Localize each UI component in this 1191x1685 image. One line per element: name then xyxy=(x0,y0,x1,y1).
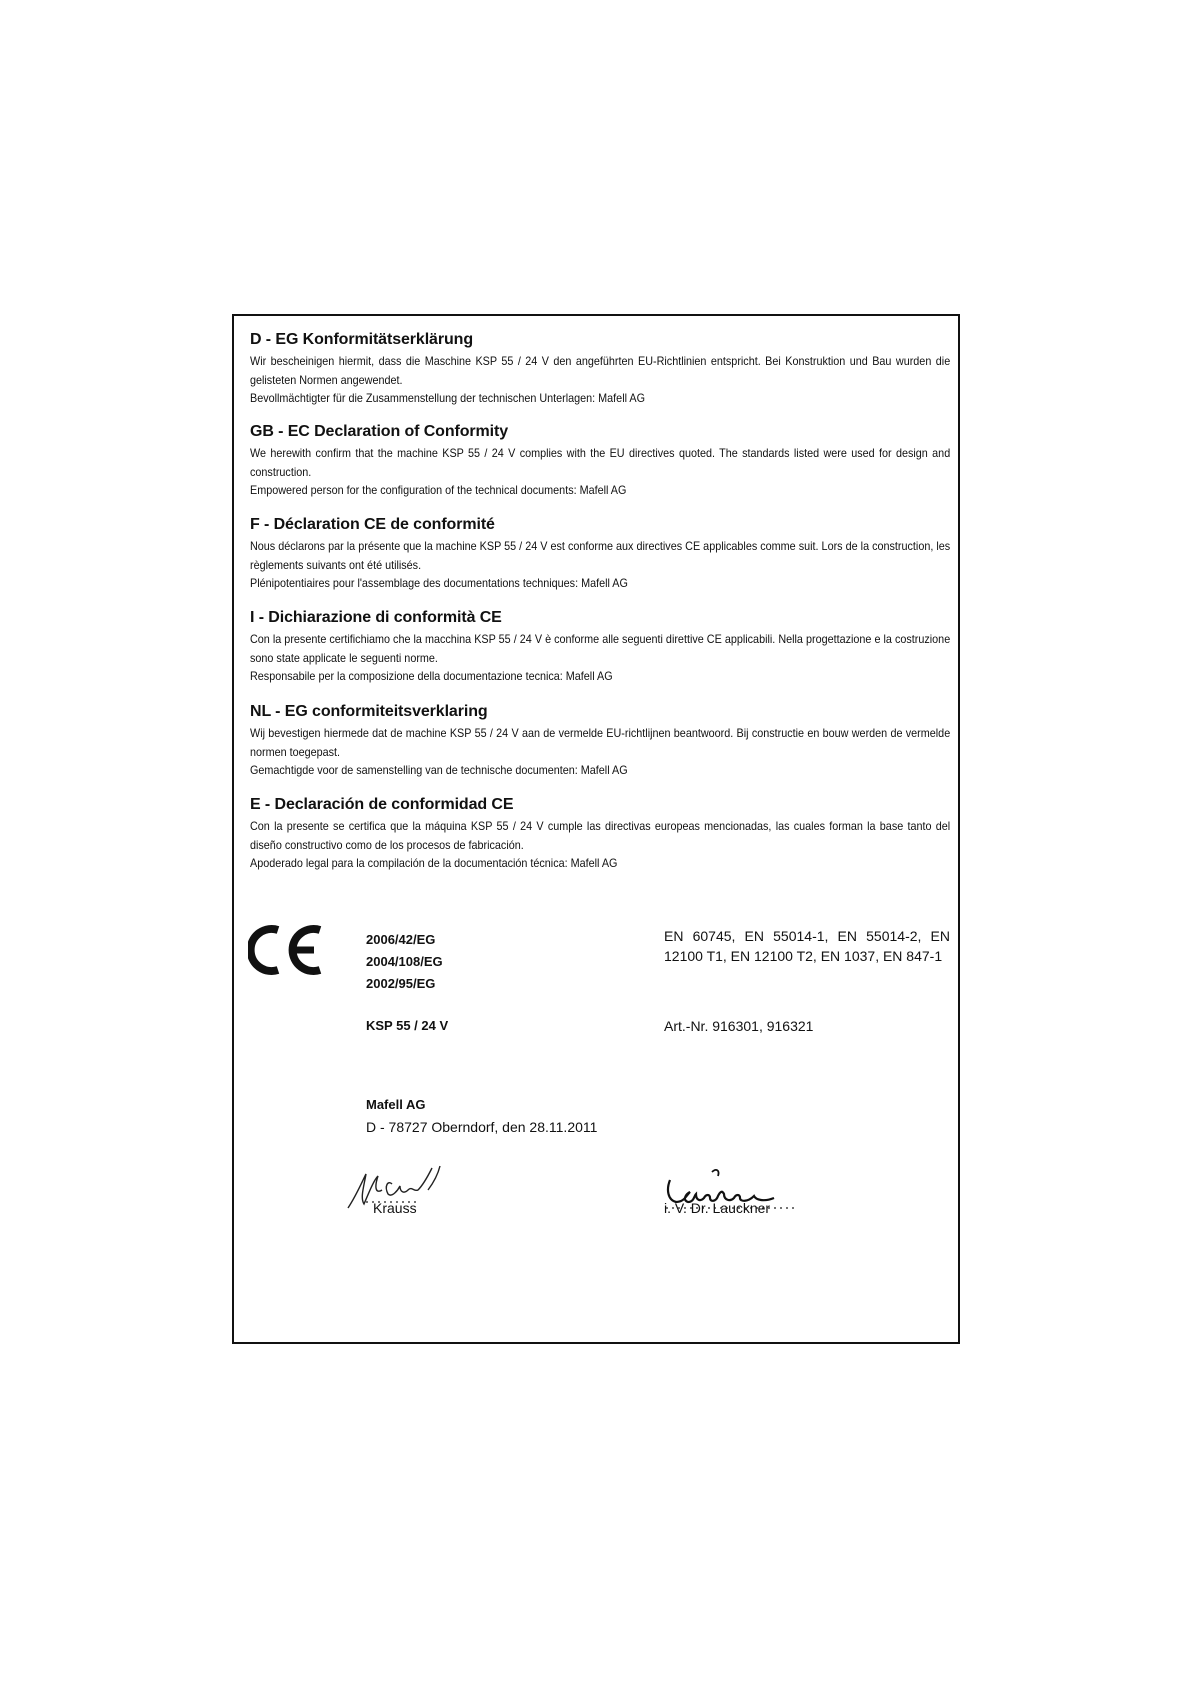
section-authorized: Gemachtigde voor de samenstelling van de technische documenten: Mafell AG xyxy=(250,763,628,777)
section-authorized: Responsabile per la composizione della documentazione tecnica: Mafell AG xyxy=(250,669,613,683)
section-paragraph: Con la presente certifichiamo che la macchina KSP 55 / 24 V è conforme alle seguenti direttive CE applicabili. Nella progettazione e la costruzione sono state applicate le seguenti norme. xyxy=(250,632,951,665)
section-es xyxy=(250,795,950,873)
signatory-right: i. V. Dr. Lauckner xyxy=(664,1200,771,1216)
section-authorized: Apoderado legal para la compilación de la documentación técnica: Mafell AG xyxy=(250,856,618,870)
section-paragraph: Nous déclarons par la présente que la machine KSP 55 / 24 V est conforme aux directives CE applicables comme suit. Lors de la construction, les règlements suivants ont été utilisés. xyxy=(250,539,951,572)
ce-mark-icon xyxy=(248,924,324,976)
section-paragraph: Wir bescheinigen hiermit, dass die Maschine KSP 55 / 24 V den angeführten EU-Richtlinien entspricht. Bei Konstruktion und Bau wurden die gelisteten Normen angewendet. xyxy=(250,354,951,387)
article-number: Art.-Nr. 916301, 916321 xyxy=(664,1018,814,1034)
section-it xyxy=(250,608,950,686)
model-name: KSP 55 / 24 V xyxy=(366,1018,449,1033)
section-title: GB - EC Declaration of Conformity xyxy=(250,423,509,440)
place-date: D - 78727 Oberndorf, den 28.11.2011 xyxy=(366,1119,598,1135)
section-authorized: Bevollmächtigter für die Zusammenstellung der technischen Unterlagen: Mafell AG xyxy=(250,391,646,405)
section-title: F - Déclaration CE de conformité xyxy=(250,516,495,533)
section-title: E - Declaración de conformidad CE xyxy=(250,796,514,813)
section-paragraph: Wij bevestigen hiermede dat de machine KSP 55 / 24 V aan de vermelde EU-richtlijnen beantwoord. Bij constructie en bouw werden de vermelde normen toegepast. xyxy=(250,726,951,759)
norms-list: EN 60745, EN 55014-1, EN 55014-2, EN 12100 T1, EN 12100 T2, EN 1037, EN 847-1 xyxy=(664,928,950,964)
company-block xyxy=(366,1094,597,1138)
section-title: D - EG Konformitätserklärung xyxy=(250,331,474,348)
section-paragraph: We herewith confirm that the machine KSP 55 / 24 V complies with the EU directives quoted. The standards listed were used for design and construction. xyxy=(250,446,951,479)
signatory-left: Krauss xyxy=(373,1200,417,1216)
section-nl xyxy=(250,702,950,780)
directives-list xyxy=(366,929,443,995)
section-authorized: Plénipotentiaires pour l'assemblage des documentations techniques: Mafell AG xyxy=(250,576,628,590)
section-authorized: Empowered person for the configuration of the technical documents: Mafell AG xyxy=(250,483,627,497)
section-gb xyxy=(250,422,950,500)
section-paragraph: Con la presente se certifica que la máquina KSP 55 / 24 V cumple las directivas europeas mencionadas, las cuales forman la base tanto del diseño constructivo como de los procesos de fabricación. xyxy=(250,819,951,852)
section-title: NL - EG conformiteitsverklaring xyxy=(250,703,488,720)
directive-item: 2004/108/EG xyxy=(366,954,443,969)
company-name: Mafell AG xyxy=(366,1097,426,1112)
section-de xyxy=(250,330,950,408)
directive-item: 2006/42/EG xyxy=(366,932,436,947)
section-title: I - Dichiarazione di conformità CE xyxy=(250,609,502,626)
section-fr xyxy=(250,515,950,593)
directive-item: 2002/95/EG xyxy=(366,976,436,991)
